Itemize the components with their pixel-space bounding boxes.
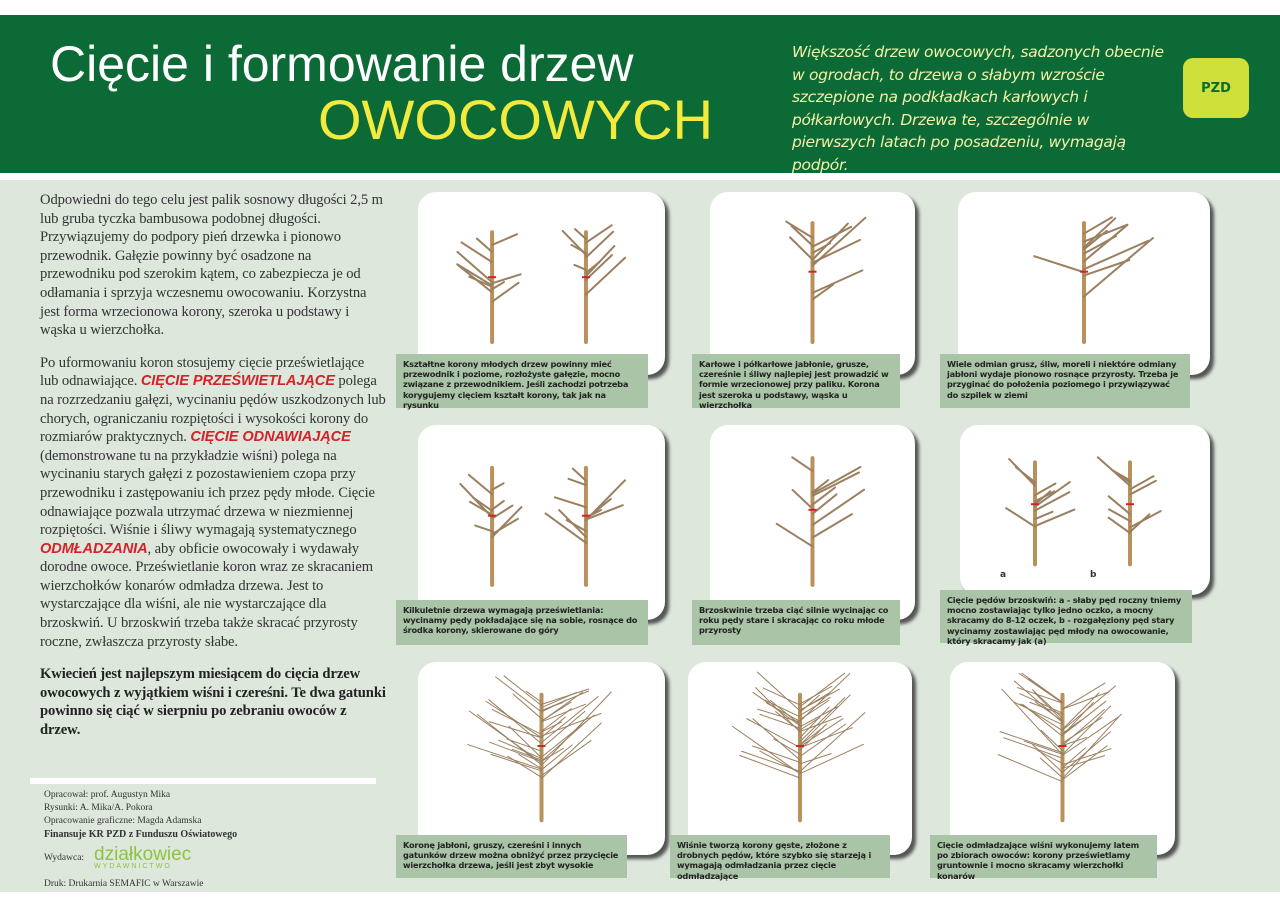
branch bbox=[1040, 758, 1062, 778]
cut-mark bbox=[582, 276, 590, 278]
illustration-card bbox=[418, 192, 665, 375]
branch bbox=[1006, 508, 1035, 527]
tree-illustration bbox=[418, 425, 665, 620]
branch bbox=[1084, 238, 1153, 296]
branch bbox=[777, 524, 813, 547]
tree-illustration bbox=[950, 662, 1175, 855]
branch bbox=[813, 270, 863, 293]
branch bbox=[757, 672, 800, 711]
cut-mark bbox=[488, 276, 496, 278]
text: (demonstrowane tu na przykładzie wiśni) polega na wycinaniu starych gałęzi z pozostawieniem czopa przy przewodniku i zastępowaniu ich przez pędy młode. Cięcie odnawiające pozwala utrzymać drzewa w niezmiennej rozpiętości. Wiśnie i śliwy wymagają systematycznego bbox=[40, 447, 375, 539]
highlight-renewal: CIĘCIE ODNAWIAJĄCE bbox=[190, 429, 351, 446]
publisher-label: Wydawca: bbox=[44, 853, 85, 863]
branch bbox=[1032, 690, 1062, 718]
highlight-thinning: CIĘCIE PRZEŚWIETLAJĄCE bbox=[140, 373, 335, 390]
branch bbox=[1035, 512, 1052, 519]
illustration-card bbox=[958, 192, 1210, 375]
branch bbox=[492, 274, 521, 283]
illustration-card bbox=[710, 425, 915, 620]
branch bbox=[586, 225, 612, 242]
branch bbox=[1098, 457, 1130, 485]
branch bbox=[555, 497, 586, 507]
credit-graphics: Opracowanie graficzne: Magda Adamska bbox=[44, 816, 202, 826]
panel-caption: Kształtne korony młodych drzew powinny mieć przewodnik i poziome, rozłożyste gałęzie, mocno związane z przewodnikiem. Jeśli zachodzi potrzeba korygujemy cięciem kształt korony, tak jak na rysunku bbox=[396, 354, 648, 408]
branch bbox=[586, 258, 625, 295]
branch bbox=[1130, 514, 1149, 532]
panel-caption: Koronę jabłoni, gruszy, czereśni i innych gatunków drzew można obniżyć przez przycięcie wierzchołka drzewa, jeśli jest zbyt wysokie bbox=[396, 835, 627, 878]
cut-mark bbox=[582, 515, 590, 517]
branch bbox=[496, 677, 542, 712]
panel-caption: Cięcie pędów brzoskwiń: a - słaby pęd roczny tniemy mocno zostawiając tylko jedno oczko, a mocny skracamy do 8-12 oczek, b - rozgałęziony pęd stary wycinamy zostawiając pęd młody na owocowanie, który skracamy jak (a) bbox=[940, 590, 1192, 643]
cut-mark bbox=[1080, 271, 1088, 273]
cut-mark bbox=[1059, 745, 1067, 747]
tree-illustration bbox=[958, 192, 1210, 375]
pzd-logo-text: PZD bbox=[1201, 80, 1231, 96]
cut-mark bbox=[1031, 503, 1039, 505]
credit-author: Opracował: prof. Augustyn Mika bbox=[44, 790, 171, 800]
credit-funding: Finansuje KR PZD z Funduszu Oświatowego bbox=[44, 829, 238, 840]
paragraph-timing: Kwiecień jest najlepszym miesiącem do cięcia drzew owocowych z wyjątkiem wiśni i czereśni. Te dwa gatunki powinno się ciąć w sierpniu po zebraniu owoców z drzew. bbox=[40, 666, 386, 739]
credit-drawings: Rysunki: A. Mika/A. Pokora bbox=[44, 803, 153, 813]
branch bbox=[586, 255, 612, 280]
branch bbox=[1035, 510, 1074, 526]
publisher-logo-sub: WYDAWNICTWO bbox=[94, 863, 172, 870]
branch bbox=[753, 692, 800, 725]
highlight-rejuvenation: ODMŁADZANIA bbox=[40, 540, 148, 557]
pzd-logo bbox=[1183, 58, 1249, 118]
panel-caption: Wiśnie tworzą korony gęste, złożone z drobnych pędów, które szybko się starzeją i wymagają odmładzania przez cięcie odmładzające bbox=[670, 835, 890, 878]
illustration-card bbox=[418, 425, 665, 620]
branch bbox=[732, 726, 800, 773]
tree-illustration bbox=[688, 662, 912, 855]
branch bbox=[793, 490, 813, 509]
branch bbox=[800, 744, 863, 773]
branch bbox=[786, 222, 812, 238]
publisher-logo-text: działkowiec bbox=[94, 844, 192, 865]
branch bbox=[526, 691, 541, 702]
credits bbox=[44, 789, 237, 891]
cut-mark bbox=[796, 745, 804, 747]
branch bbox=[813, 472, 860, 495]
illustration-card bbox=[710, 192, 915, 375]
branch bbox=[1016, 467, 1035, 482]
branch bbox=[477, 239, 492, 252]
illustration-card bbox=[418, 662, 665, 855]
branch bbox=[542, 723, 602, 779]
branch bbox=[586, 505, 623, 519]
branch bbox=[1004, 738, 1063, 758]
cut-mark bbox=[488, 515, 496, 517]
illustration-card bbox=[950, 662, 1175, 855]
branch bbox=[1063, 706, 1111, 754]
branch bbox=[542, 689, 589, 704]
branch bbox=[489, 742, 541, 761]
branch bbox=[504, 676, 541, 706]
branch bbox=[800, 754, 831, 764]
branch bbox=[1063, 749, 1111, 765]
branch bbox=[790, 237, 812, 259]
divider bbox=[30, 778, 376, 784]
paragraph-pruning bbox=[40, 354, 386, 652]
illustration-card bbox=[688, 662, 912, 855]
branch bbox=[792, 457, 812, 471]
panel-caption: Brzoskwinie trzeba ciąć silnie wycinając co roku pędy stare i skracając co roku młode przyrosty bbox=[692, 600, 900, 645]
tree-illustration bbox=[710, 192, 915, 375]
text: polega na rozrzedzaniu gałęzi, wycinaniu pędów uszkodzonych lub chorych, ograniczaniu rozpiętości i wysokości korony do rozmiarów praktycznych. bbox=[40, 373, 386, 446]
branch bbox=[469, 711, 541, 763]
figure-label: b bbox=[1090, 570, 1097, 580]
branch bbox=[813, 467, 861, 494]
branch bbox=[1014, 681, 1062, 722]
branch bbox=[475, 526, 492, 532]
cut-mark bbox=[809, 271, 817, 273]
branch bbox=[1034, 256, 1084, 272]
panel-caption: Karłowe i półkarłowe jabłonie, grusze, czereśnie i śliwy najlepiej jest prowadzić w formie wrzecionowej przy paliku. Korona jest szeroka u podstawy, wąska u wierzchołka bbox=[692, 354, 900, 408]
cut-mark bbox=[538, 745, 546, 747]
branch bbox=[1084, 260, 1129, 275]
intro-text: Większość drzew owocowych, sadzonych obecnie w ogrodach, to drzewa o słabym wzroście szczepione na podkładkach karłowych i półkarłowych. Drzewa te, szczególnie w pierwszych latach po posadzeniu, wymagają podpór. bbox=[792, 43, 1164, 174]
branch bbox=[1084, 218, 1115, 247]
tree-illustration bbox=[418, 192, 665, 375]
panel-caption: Kilkuletnie drzewa wymagają prześwietlania: wycinamy pędy pokładające się na sobie, rosnące do środka korony, skierowane do góry bbox=[396, 600, 648, 645]
branch bbox=[1024, 741, 1062, 754]
figure-label: a bbox=[1000, 570, 1007, 580]
tree-illustration bbox=[960, 425, 1210, 595]
branch bbox=[512, 749, 541, 760]
branch bbox=[509, 726, 541, 757]
credit-print: Druk: Drukarnia SEMAFIC w Warszawie bbox=[44, 879, 204, 889]
illustration-card bbox=[960, 425, 1210, 595]
panel-caption: Cięcie odmładzające wiśni wykonujemy latem po zbiorach owoców: korony prześwietlamy gruntownie i mocno skracamy wierzchołki konarów bbox=[930, 835, 1157, 878]
left-column-text bbox=[40, 191, 386, 754]
header-banner bbox=[0, 15, 1280, 173]
branch bbox=[469, 475, 492, 494]
paragraph-support: Odpowiedni do tego celu jest palik sosnowy długości 2,5 m lub gruba tyczka bambusowa podobnej długości. Przywiązujemy do podpory pień drzewka i pionowo przewodnik. Gałęzie powinny być osadzone na przewodniku pod szerokim kątem, co zabezpiecza je od odłamania i sprzyja wczesnemu owocowaniu. Korzystna jest forma wrzecionowa korony, szeroka u podstawy i wąska u wierzchołka. bbox=[40, 192, 383, 339]
cut-mark bbox=[809, 509, 817, 511]
branch bbox=[586, 232, 613, 258]
text: , aby obficie owocowały i wydawały dorodne owoce. Prześwietlanie koron wraz ze skracaniem wierzchołków konarów odmładza drzewa. Jest to wystarczające dla wiśni, ale nie wystarczające dla brzoskwiń. U brzoskwiń trzeba także skracać przyrosty roczne, zwłaszcza przyrosty słabe. bbox=[40, 540, 373, 650]
branch bbox=[513, 694, 541, 719]
branch bbox=[747, 719, 800, 748]
branch bbox=[742, 751, 800, 771]
branch bbox=[492, 283, 518, 302]
tree-illustration bbox=[418, 662, 665, 855]
title-line1: Cięcie i formowanie drzew bbox=[50, 36, 634, 92]
publisher-logo bbox=[94, 844, 192, 870]
title-line2: OWOCOWYCH bbox=[318, 88, 714, 151]
panel-caption: Wiele odmian grusz, śliw, moreli i niektóre odmiany jabłoni wydaje pionowo rosnące przyrosty. Trzeba je przyginać do położenia poziomego i przywiązywać do szpilek w ziemi bbox=[940, 354, 1190, 408]
branch bbox=[813, 514, 852, 537]
text: Po uformowaniu koron stosujemy cięcie prześwietlające lub odnawiające. bbox=[40, 354, 365, 390]
cut-mark bbox=[1126, 503, 1134, 505]
branch bbox=[486, 701, 541, 737]
branch bbox=[492, 519, 518, 534]
tree-illustration bbox=[710, 425, 915, 620]
branch bbox=[492, 234, 517, 245]
